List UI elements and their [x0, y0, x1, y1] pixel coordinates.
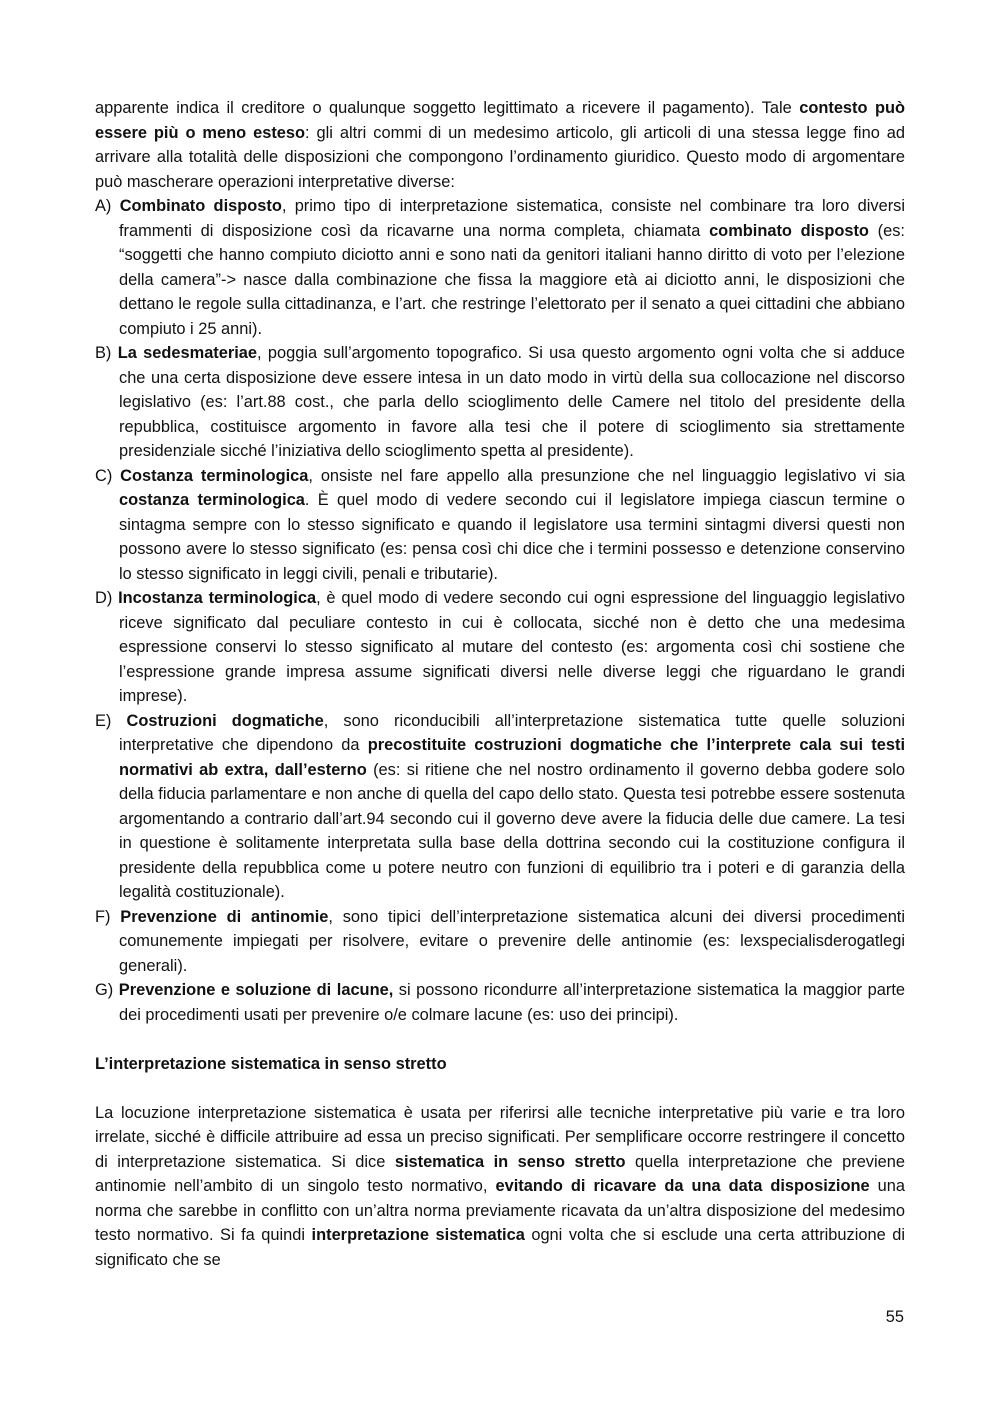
item-text: (es: “soggetti che hanno compiuto diciotto anni e sono nati da genitori italiani hanno diritto di voto per l’elezione della camera”-> nasce dalla combinazione che fissa la maggiore età ai diciotto anni, le disposizioni che dettano le regole sulla cittadinanza, e l’art. che restringe l’elettorato per il senato a quei cittadini che abbiano compiuto i 25 anni).: [119, 221, 905, 338]
section-paragraph: [95, 1101, 905, 1273]
section-heading: L’interpretazione sistematica in senso stretto: [95, 1054, 447, 1073]
list-item-e: [95, 709, 905, 905]
item-term: Costanza terminologica: [120, 466, 309, 485]
intro-bold-1: contesto può essere più o meno esteso: [95, 99, 905, 142]
item-term: Incostanza terminologica: [118, 589, 317, 607]
item-text: , sono riconducibili all’interpretazione sistematica tutte quelle soluzioni interpretative che dipendono da: [119, 711, 905, 754]
item-term: La sedesmateriae: [117, 344, 258, 362]
interpretation-list: [95, 194, 905, 1027]
section-text-4: ogni volta che si esclude una certa attribuzione di significato che se: [95, 1226, 905, 1269]
item-letter: B): [95, 344, 118, 362]
document-page: [95, 96, 905, 1272]
section-bold-1: sistematica in senso stretto: [394, 1152, 626, 1171]
list-item-a: [95, 194, 905, 341]
item-term: Combinato disposto: [119, 197, 282, 215]
section-bold-3: interpretazione sistematica: [311, 1226, 525, 1244]
section-text-2: quella interpretazione che previene antinomie nell’ambito di un singolo testo normativo,: [95, 1152, 905, 1195]
list-item-d: [95, 586, 905, 709]
item-text: . È quel modo di vedere secondo cui il legislatore impiega ciascun termine o sintagma sempre con lo stesso significato e quando il legislatore usa termini sintagmi diversi questi non possono avere lo stesso significato (es: pensa così chi dice che i termini possesso e detenzione conservino lo stesso significato in leggi civili, penali e tributarie).: [119, 491, 905, 583]
item-text: , primo tipo di interpretazione sistematica, consiste nel combinare tra loro diversi frammenti di disposizione così da ricavarne una norma completa, chiamata: [119, 197, 906, 240]
section-text-3: una norma che sarebbe in conflitto con un’altra norma previamente ricavata da un’altra disposizione del medesimo testo normativo. Si fa quindi: [95, 1177, 905, 1244]
item-letter: E): [95, 711, 127, 730]
item-letter: D): [95, 589, 119, 607]
list-item-f: [95, 905, 905, 979]
intro-paragraph: [95, 96, 905, 194]
item-letter: F): [95, 907, 121, 926]
item-term: Prevenzione di antinomie: [120, 907, 329, 926]
list-item-g: [95, 978, 905, 1027]
item-text: , è quel modo di vedere secondo cui ogni espressione del linguaggio legislativo riceve significato dal peculiare contesto in cui è collocata, sicché non è detto che una medesima espressione conservi lo stesso significato al mutare del contesto (es: argomenta così chi sostiene che l’espressione grande impresa assume significati diversi nelle diverse leggi che riguardano le grandi imprese).: [119, 589, 905, 705]
list-item-b: [95, 341, 905, 464]
item-letter: C): [95, 466, 121, 485]
item-bold: combinato disposto: [709, 221, 869, 240]
item-term: Prevenzione e soluzione di lacune,: [118, 981, 394, 999]
list-item-c: [95, 464, 905, 587]
item-text: si possono ricondurre all’interpretazione sistematica la maggior parte dei procedimenti usati per prevenire o/e colmare lacune (es: uso dei principi).: [119, 981, 905, 1024]
item-bold: precostituite costruzioni dogmatiche che l’interprete cala sui testi normativi ab extra, dall’esterno: [119, 736, 905, 779]
item-text: , poggia sull’argomento topografico. Si usa questo argomento ogni volta che si adduce che una certa disposizione deve essere intesa in un dato modo in virtù della sua collocazione nel discorso legislativo (es: l’art.88 cost., che parla dello scioglimento delle Camere nel titolo del presidente della repubblica, costituisce argomento in favore alla tesi che il potere di scioglimento sia strettamente presidenziale sicché l’iniziativa dello scioglimento spetta al presidente).: [119, 344, 905, 460]
intro-text-2: : gli altri commi di un medesimo articolo, gli articoli di una stessa legge fino ad arrivare alla totalità delle disposizioni che compongono l’ordinamento giuridico. Questo modo di argomentare può mascherare operazioni interpretative diverse:: [95, 123, 905, 191]
item-term: Costruzioni dogmatiche: [126, 711, 324, 730]
item-text: , sono tipici dell’interpretazione sistematica alcuni dei diversi procedimenti comunemente impiegati per risolvere, evitare o prevenire delle antinomie (es: lexspecialisderogatlegi generali).: [119, 907, 906, 975]
page-number: 55: [885, 1308, 904, 1326]
intro-text-1: apparente indica il creditore o qualunque soggetto legittimato a ricevere il pagamento). Tale: [95, 99, 800, 117]
section-text-1: La locuzione interpretazione sistematica è usata per riferirsi alle tecniche interpretative più varie e tra loro irrelate, sicché è difficile attribuire ad essa un preciso significati. Per semplificare occorre restringere il concetto di interpretazione sistematica. Si dice: [95, 1103, 905, 1171]
item-text: , onsiste nel fare appello alla presunzione che nel linguaggio legislativo vi sia: [308, 466, 905, 485]
item-bold: costanza terminologica: [119, 491, 305, 509]
item-letter: A): [95, 197, 120, 215]
section-bold-2: evitando di ricavare da una data disposizione: [495, 1177, 870, 1195]
item-text: (es: si ritiene che nel nostro ordinamento il governo debba godere solo della fiducia parlamentare e non anche di quella del capo dello stato. Questa tesi potrebbe essere sostenuta argomentando a contrario dall’art.94 secondo cui il governo deve avere la fiducia delle due camere. La tesi in questione è solitamente interpretata sulla base della dottrina secondo cui la costituzione configura il presidente della repubblica come u potere neutro con funzioni di equilibrio tra i poteri e di garanzia della legalità costituzionale).: [119, 760, 905, 901]
item-letter: G): [95, 981, 119, 999]
